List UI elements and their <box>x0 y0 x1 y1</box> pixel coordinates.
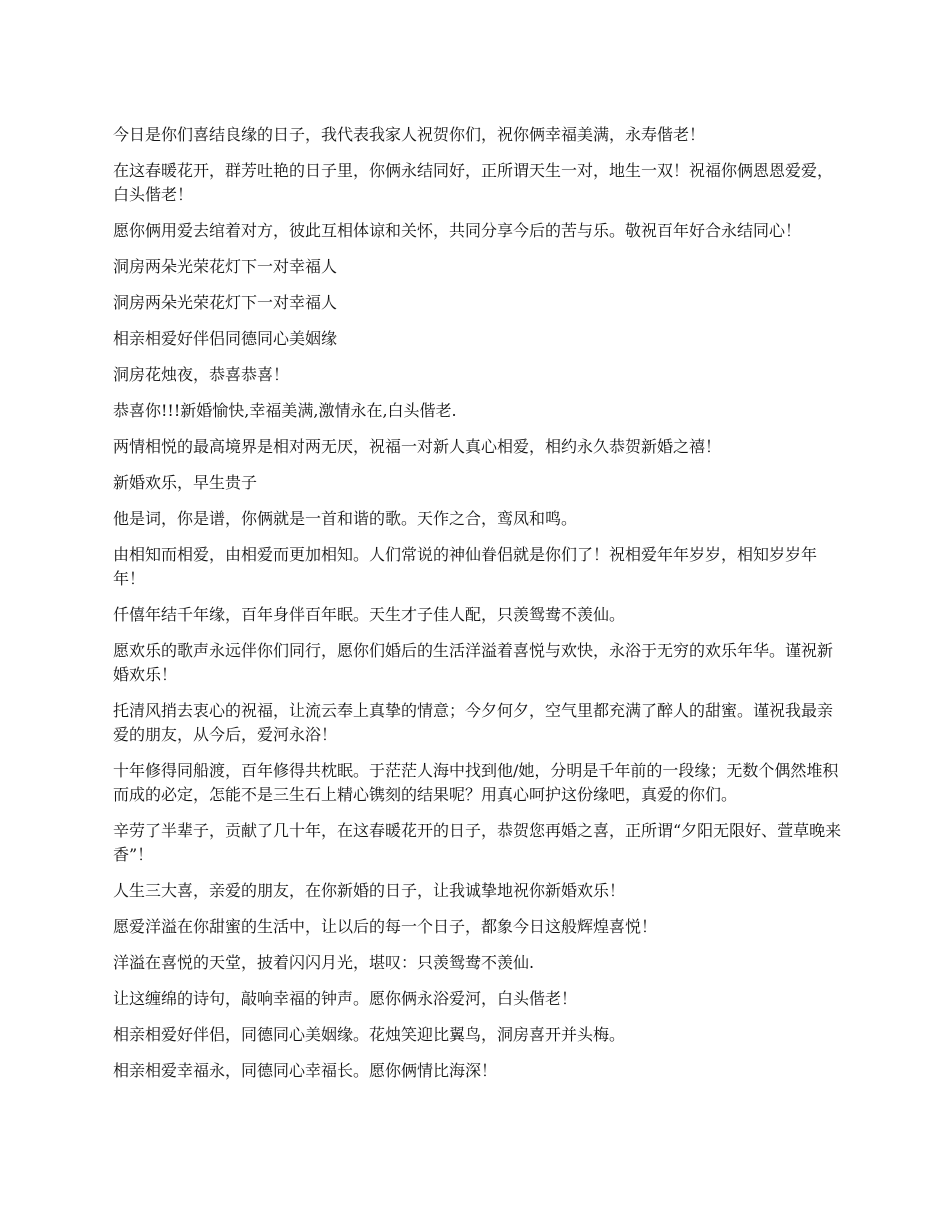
paragraph-12: 由相知而相爱，由相爱而更加相知。人们常说的神仙眷侣就是你们了！祝相爱年年岁岁，相知岁岁年年！ <box>113 545 818 588</box>
document-body <box>113 123 843 1095</box>
paragraph-15: 托清风捎去衷心的祝福，让流云奉上真挚的情意；今夕何夕，空气里都充满了醉人的甜蜜。谨祝我最亲爱的朋友，从今后，爱河永浴！ <box>113 701 834 744</box>
paragraph-22: 相亲相爱好伴侣，同德同心美姻缘。花烛笑迎比翼鸟，洞房喜开并头梅。 <box>113 1025 626 1044</box>
paragraph-14: 愿欢乐的歌声永远伴你们同行，愿你们婚后的生活洋溢着喜悦与欢快，永浴于无穷的欢乐年华。谨祝新婚欢乐！ <box>113 641 834 684</box>
paragraph-21: 让这缠绵的诗句，敲响幸福的钟声。愿你俩永浴爱河，白头偕老！ <box>113 989 578 1008</box>
paragraph-7: 洞房花烛夜，恭喜恭喜！ <box>113 365 290 384</box>
paragraph-23: 相亲相爱幸福永，同德同心幸福长。愿你俩情比海深！ <box>113 1061 498 1080</box>
paragraph-4: 洞房两朵光荣花灯下一对幸福人 <box>113 257 338 276</box>
paragraph-9: 两情相悦的最高境界是相对两无厌，祝福一对新人真心相爱，相约永久恭贺新婚之禧！ <box>113 437 722 456</box>
paragraph-18: 人生三大喜，亲爱的朋友，在你新婚的日子，让我诚挚地祝你新婚欢乐！ <box>113 881 626 900</box>
paragraph-2: 在这春暖花开，群芳吐艳的日子里，你俩永结同好，正所谓天生一对，地生一双！祝福你俩恩恩爱爱，白头偕老！ <box>113 161 834 204</box>
paragraph-3: 愿你俩用爱去绾着对方，彼此互相体谅和关怀，共同分享今后的苦与乐。敬祝百年好合永结同心！ <box>113 221 802 240</box>
paragraph-13: 仟僖年结千年缘，百年身伴百年眠。天生才子佳人配，只羡鸳鸯不羡仙。 <box>113 605 626 624</box>
paragraph-8: 恭喜你!!!新婚愉快,幸福美满,激情永在,白头偕老. <box>113 401 457 420</box>
paragraph-1: 今日是你们喜结良缘的日子，我代表我家人祝贺你们，祝你俩幸福美满，永寿偕老！ <box>113 125 706 144</box>
paragraph-16: 十年修得同船渡，百年修得共枕眠。于茫茫人海中找到他/她，分明是千年前的一段缘；无数个偶然堆积而成的必定，怎能不是三生石上精心镌刻的结果呢？用真心呵护这份缘吧，真爱的你们。 <box>113 761 839 804</box>
paragraph-10: 新婚欢乐，早生贵子 <box>113 473 258 492</box>
paragraph-5: 洞房两朵光荣花灯下一对幸福人 <box>113 293 338 312</box>
paragraph-17: 辛劳了半辈子，贡献了几十年，在这春暖花开的日子，恭贺您再婚之喜，正所谓“夕阳无限好、萱草晚来香”！ <box>113 821 842 864</box>
paragraph-6: 相亲相爱好伴侣同德同心美姻缘 <box>113 329 338 348</box>
paragraph-20: 洋溢在喜悦的天堂，披着闪闪月光，堪叹：只羡鸳鸯不羡仙. <box>113 953 535 972</box>
paragraph-11: 他是词，你是谱，你俩就是一首和谐的歌。天作之合，鸾凤和鸣。 <box>113 509 578 528</box>
paragraph-19: 愿爱洋溢在你甜蜜的生活中，让以后的每一个日子，都象今日这般辉煌喜悦！ <box>113 917 658 936</box>
